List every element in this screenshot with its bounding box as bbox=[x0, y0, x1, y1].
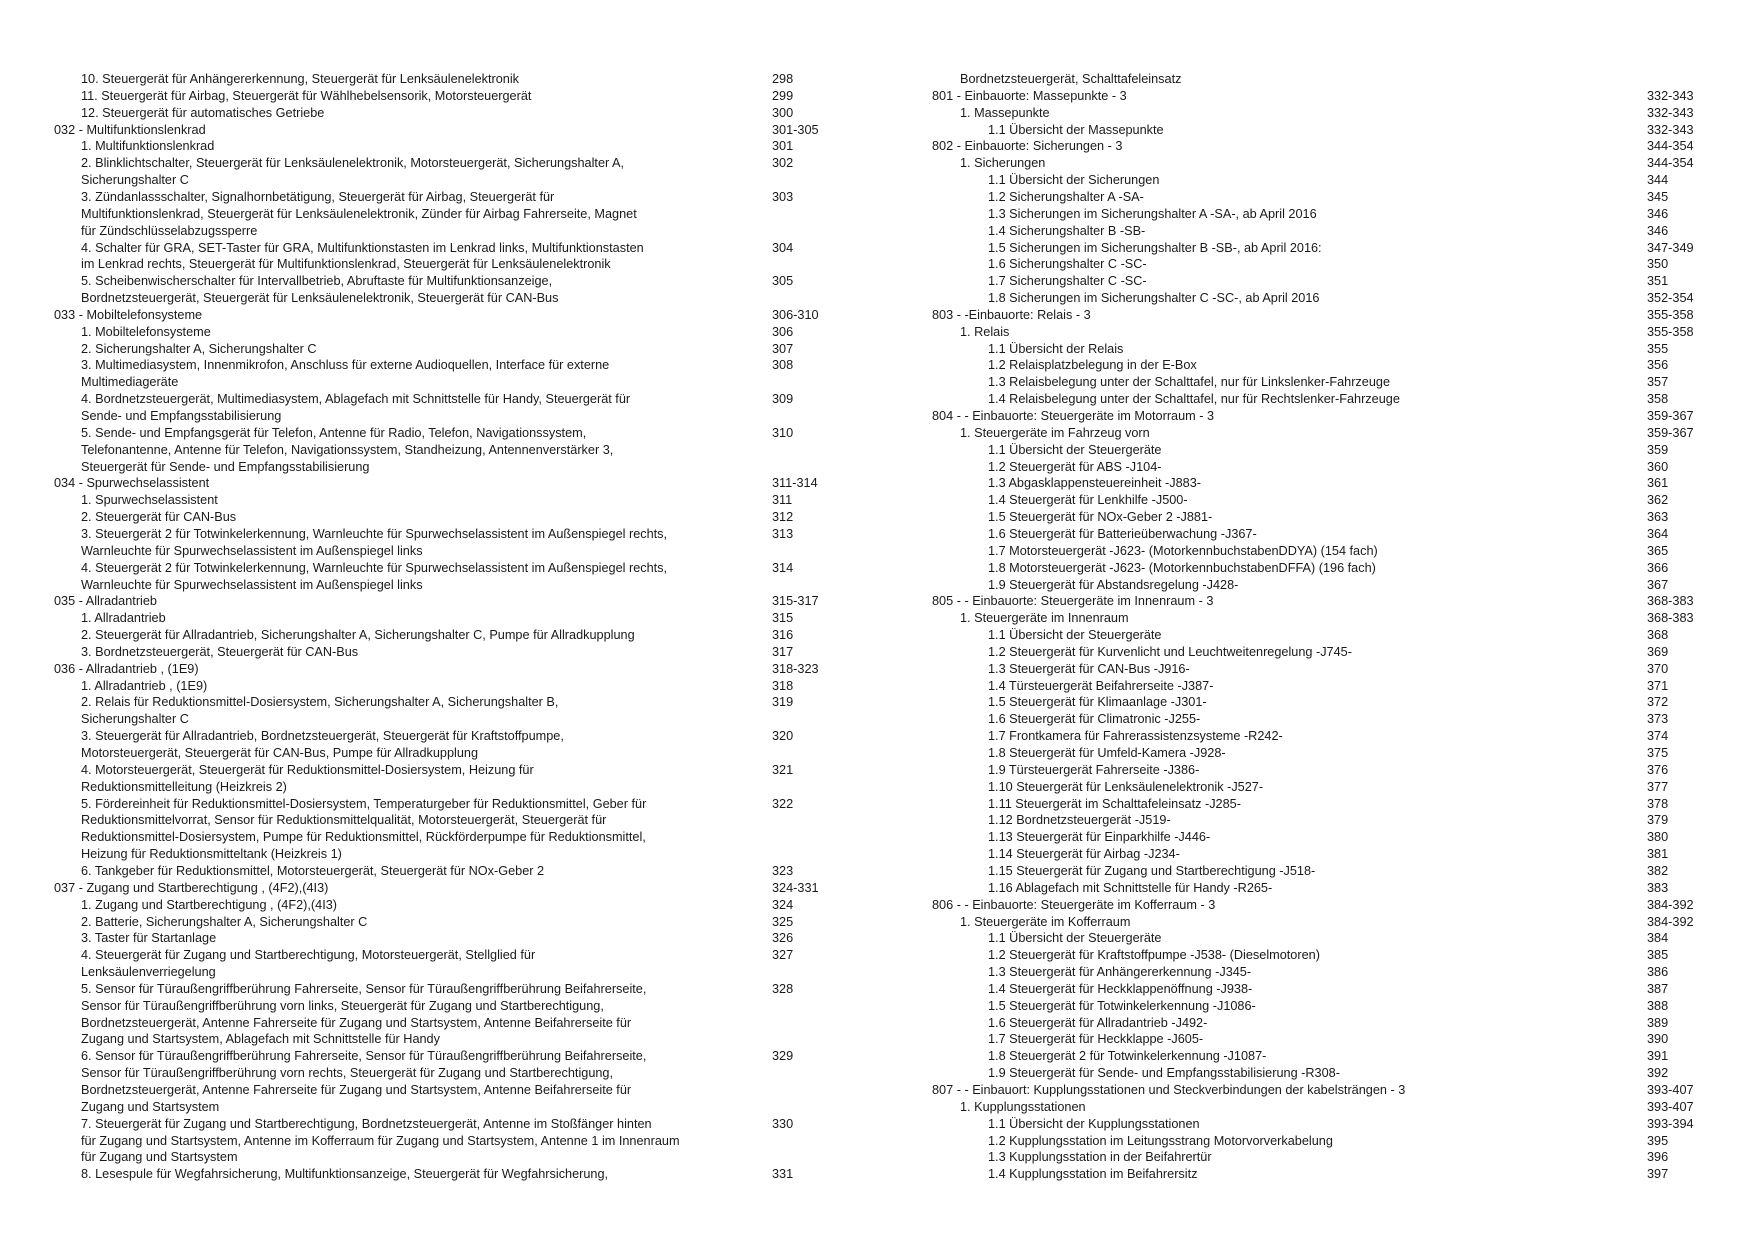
toc-entry-continuation: Multifunktionslenkrad, Steuergerät für Lenksäulenelektronik, Zünder für Airbag Fahrerseite, Magnet bbox=[81, 206, 637, 221]
toc-page-number: 344-354 bbox=[1647, 139, 1694, 154]
toc-page-number: 321 bbox=[772, 762, 794, 777]
toc-entry: 4. Bordnetzsteuergerät, Multimediasystem, Ablagefach mit Schnittstelle für Handy, Steuergerät für bbox=[81, 392, 631, 407]
toc-page-number: 300 bbox=[772, 105, 794, 120]
toc-page-number: 304 bbox=[772, 240, 794, 255]
toc-entry: 1.7 Sicherungshalter C -SC- bbox=[988, 274, 1147, 289]
toc-page-number: 325 bbox=[772, 914, 794, 929]
toc-page-number: 395 bbox=[1647, 1133, 1669, 1148]
toc-entry: 1.4 Türsteuergerät Beifahrerseite -J387- bbox=[988, 678, 1214, 693]
toc-page-number: 324-331 bbox=[772, 880, 819, 895]
toc-entry: 1. Massepunkte bbox=[960, 105, 1050, 120]
toc-page-number: 369 bbox=[1647, 644, 1669, 659]
toc-page-number: 372 bbox=[1647, 695, 1669, 710]
toc-page-number: 309 bbox=[772, 392, 794, 407]
toc-page-number: 347-349 bbox=[1647, 240, 1694, 255]
toc-entry: 4. Schalter für GRA, SET-Taster für GRA, Multifunktionstasten im Lenkrad links, Multifunktionstasten bbox=[81, 240, 644, 255]
toc-page-number: 355-358 bbox=[1647, 324, 1694, 339]
toc-entry: 1. Steuergeräte im Kofferraum bbox=[960, 914, 1131, 929]
toc-entry: 5. Sende- und Empfangsgerät für Telefon, Antenne für Radio, Telefon, Navigationssystem, bbox=[81, 425, 587, 440]
toc-page-number: 311-314 bbox=[772, 476, 818, 491]
toc-page-number: 324 bbox=[772, 897, 794, 912]
toc-page-number: 329 bbox=[772, 1049, 794, 1064]
toc-entry: 2. Steuergerät für Allradantrieb, Sicherungshalter A, Sicherungshalter C, Pumpe für Allradkupplung bbox=[81, 628, 635, 643]
toc-page-number: 346 bbox=[1647, 206, 1669, 221]
toc-page-number: 381 bbox=[1647, 847, 1669, 862]
toc-page-number: 377 bbox=[1647, 779, 1669, 794]
toc-entry: 1.10 Steuergerät für Lenksäulenelektronik -J527- bbox=[988, 779, 1264, 794]
toc-entry: 1.7 Frontkamera für Fahrerassistenzsysteme -R242- bbox=[988, 729, 1283, 744]
toc-page-number: 374 bbox=[1647, 729, 1669, 744]
toc-page-number: 344-354 bbox=[1647, 156, 1694, 171]
toc-entry-continuation: Lenksäulenverriegelung bbox=[81, 965, 216, 980]
toc-section-heading: 804 - - Einbauorte: Steuergeräte im Motorraum - 3 bbox=[932, 409, 1215, 423]
toc-entry: 1.6 Steuergerät für Batterieüberwachung -J367- bbox=[988, 526, 1257, 541]
toc-page-number: 363 bbox=[1647, 510, 1669, 525]
toc-page-number: 364 bbox=[1647, 526, 1669, 541]
toc-entry-continuation: Telefonantenne, Antenne für Telefon, Navigationssystem, Standheizung, Antennenverstärker 3, bbox=[81, 442, 614, 457]
toc-entry: 1.3 Steuergerät für CAN-Bus -J916- bbox=[988, 661, 1190, 676]
toc-entry-continuation: Reduktionsmittel-Dosiersystem, Pumpe für Reduktionsmittel, Rückförderpumpe für Reduktionsmittel, bbox=[81, 830, 646, 845]
toc-entry-continuation: Steuergerät für Sende- und Empfangsstabilisierung bbox=[81, 459, 370, 474]
toc-page-number: 344 bbox=[1647, 173, 1669, 188]
toc-page-number: 362 bbox=[1647, 493, 1669, 508]
toc-entry: 1.11 Steuergerät im Schalttafeleinsatz -J285- bbox=[988, 796, 1241, 811]
toc-page-number: 332-343 bbox=[1647, 122, 1694, 137]
toc-page-number: 384-392 bbox=[1647, 897, 1694, 912]
toc-entry: 7. Steuergerät für Zugang und Startberechtigung, Bordnetzsteuergerät, Antenne im Stoßfänger hinten bbox=[81, 1116, 652, 1131]
toc-entry: 1.3 Steuergerät für Anhängererkennung -J345- bbox=[988, 965, 1252, 980]
toc-page-number: 388 bbox=[1647, 998, 1669, 1013]
toc-entry: 1.6 Steuergerät für Allradantrieb -J492- bbox=[988, 1015, 1208, 1030]
toc-entry: 1. Mobiltelefonsysteme bbox=[81, 324, 211, 339]
toc-entry: 4. Steuergerät 2 für Totwinkelerkennung, Warnleuchte für Spurwechselassistent im Außenspiegel rechts, bbox=[81, 560, 668, 575]
toc-page-number: 373 bbox=[1647, 712, 1669, 727]
toc-entry: 1.14 Steuergerät für Airbag -J234- bbox=[988, 847, 1180, 862]
toc-page-number: 328 bbox=[772, 981, 794, 996]
toc-entry: 1.2 Sicherungshalter A -SA- bbox=[988, 189, 1144, 204]
toc-page-number: 313 bbox=[772, 526, 794, 541]
toc-entry: 1.1 Übersicht der Sicherungen bbox=[988, 173, 1160, 188]
toc-entry: 3. Steuergerät 2 für Totwinkelerkennung, Warnleuchte für Spurwechselassistent im Außenspiegel rechts, bbox=[81, 526, 668, 541]
toc-entry: 2. Batterie, Sicherungshalter A, Sicherungshalter C bbox=[81, 914, 368, 929]
toc-page-number: 312 bbox=[772, 510, 794, 525]
toc-entry-continuation: für Zugang und Startsystem bbox=[81, 1150, 238, 1165]
toc-entry: 1. Allradantrieb bbox=[81, 611, 166, 626]
toc-page-number: 387 bbox=[1647, 981, 1669, 996]
toc-entry: 4. Motorsteuergerät, Steuergerät für Reduktionsmittel-Dosiersystem, Heizung für bbox=[81, 762, 534, 777]
toc-entry: 2. Blinklichtschalter, Steuergerät für Lenksäulenelektronik, Motorsteuergerät, Sicherungshalter A, bbox=[81, 156, 625, 171]
toc-page-number: 396 bbox=[1647, 1150, 1669, 1165]
toc-entry: 1.1 Übersicht der Kupplungsstationen bbox=[988, 1116, 1200, 1131]
toc-entry: 1.3 Kupplungsstation in der Beifahrertür bbox=[988, 1150, 1212, 1165]
toc-page-number: 358 bbox=[1647, 392, 1669, 407]
toc-entry: 1.2 Steuergerät für Kurvenlicht und Leuchtweitenregelung -J745- bbox=[988, 644, 1352, 659]
toc-entry: 1.15 Steuergerät für Zugang und Startberechtigung -J518- bbox=[988, 863, 1316, 878]
toc-page-number: 397 bbox=[1647, 1167, 1669, 1182]
toc-entry: 10. Steuergerät für Anhängererkennung, Steuergerät für Lenksäulenelektronik bbox=[81, 72, 520, 86]
toc-page-number: 302 bbox=[772, 156, 794, 171]
toc-page-number: 350 bbox=[1647, 257, 1669, 272]
toc-page-number: 315-317 bbox=[772, 594, 819, 609]
toc-entry-continuation: Sicherungshalter C bbox=[81, 173, 189, 188]
toc-entry-continuation: Reduktionsmittelleitung (Heizkreis 2) bbox=[81, 779, 287, 794]
toc-page-number: 355 bbox=[1647, 341, 1669, 356]
toc-entry: 1.5 Steuergerät für NOx-Geber 2 -J881- bbox=[988, 510, 1213, 525]
toc-page-number: 370 bbox=[1647, 661, 1669, 676]
toc-page-number: 345 bbox=[1647, 189, 1669, 204]
toc-page-number: 311 bbox=[772, 493, 793, 508]
toc-page-number: 317 bbox=[772, 644, 794, 659]
toc-section-heading: 806 - - Einbauorte: Steuergeräte im Kofferraum - 3 bbox=[932, 897, 1216, 912]
toc-entry: 3. Bordnetzsteuergerät, Steuergerät für CAN-Bus bbox=[81, 644, 359, 659]
toc-entry: 1.9 Türsteuergerät Fahrerseite -J386- bbox=[988, 762, 1200, 777]
toc-entry-continuation: Sensor für Türaußengriffberührung vorn rechts, Steuergerät für Zugang und Startberechtigung, bbox=[81, 1066, 614, 1081]
toc-page-number: 301-305 bbox=[772, 122, 819, 137]
toc-entry: 8. Lesespule für Wegfahrsicherung, Multifunktionsanzeige, Steuergerät für Wegfahrsicherung, bbox=[81, 1167, 609, 1182]
toc-entry: 1. Sicherungen bbox=[960, 156, 1046, 171]
toc-entry-continuation: Reduktionsmittelvorrat, Sensor für Reduktionsmittelqualität, Motorsteuergerät, Steuergerät für bbox=[81, 813, 607, 828]
toc-page-number: 380 bbox=[1647, 830, 1669, 845]
toc-entry: 1. Multifunktionslenkrad bbox=[81, 139, 215, 154]
toc-entry: 1.6 Sicherungshalter C -SC- bbox=[988, 257, 1147, 272]
toc-entry: 1.9 Steuergerät für Sende- und Empfangsstabilisierung -R308- bbox=[988, 1066, 1340, 1081]
toc-page-number: 318 bbox=[772, 678, 794, 693]
toc-page-number: 384 bbox=[1647, 931, 1669, 946]
toc-entry-continuation: Multimediageräte bbox=[81, 375, 179, 390]
toc-page-number: 323 bbox=[772, 863, 794, 878]
toc-entry: 1. Relais bbox=[960, 324, 1010, 339]
toc-entry: 1.5 Steuergerät für Klimaanlage -J301- bbox=[988, 695, 1207, 710]
toc-entry: 1.6 Steuergerät für Climatronic -J255- bbox=[988, 712, 1201, 727]
toc-entry: Bordnetzsteuergerät, Schalttafeleinsatz bbox=[960, 72, 1182, 86]
toc-page-number: 367 bbox=[1647, 577, 1669, 592]
toc-entry: 2. Steuergerät für CAN-Bus bbox=[81, 510, 237, 525]
toc-section-heading: 807 - - Einbauort: Kupplungsstationen und Steckverbindungen der kabelsträngen - 3 bbox=[932, 1083, 1406, 1097]
toc-entry: 1.4 Sicherungshalter B -SB- bbox=[988, 223, 1146, 238]
toc-entry: 12. Steuergerät für automatisches Getriebe bbox=[81, 105, 325, 120]
toc-entry-continuation: für Zugang und Startsystem, Antenne im Kofferraum für Zugang und Startsystem, Antenne 1 im Innenraum bbox=[81, 1133, 680, 1148]
toc-page-number: 303 bbox=[772, 189, 794, 204]
toc-page-number: 319 bbox=[772, 695, 794, 710]
toc-page-number: 301 bbox=[772, 139, 794, 154]
toc-entry: 6. Tankgeber für Reduktionsmittel, Motorsteuergerät, Steuergerät für NOx-Geber 2 bbox=[81, 863, 545, 878]
toc-entry: 1.4 Steuergerät für Heckklappenöffnung -J938- bbox=[988, 981, 1253, 996]
toc-page-number: 326 bbox=[772, 931, 794, 946]
toc-section-heading: 802 - Einbauorte: Sicherungen - 3 bbox=[932, 139, 1123, 154]
toc-page-number: 346 bbox=[1647, 223, 1669, 238]
toc-page-number: 322 bbox=[772, 796, 794, 811]
toc-page-number: 357 bbox=[1647, 375, 1669, 390]
toc-entry: 1.13 Steuergerät für Einparkhilfe -J446- bbox=[988, 830, 1211, 845]
toc-entry: 1.3 Abgasklappensteuereinheit -J883- bbox=[988, 476, 1202, 491]
toc-entry: 1.4 Kupplungsstation im Beifahrersitz bbox=[988, 1167, 1198, 1182]
toc-entry-continuation: Motorsteuergerät, Steuergerät für CAN-Bus, Pumpe für Allradkupplung bbox=[81, 746, 479, 760]
toc-page-number: 389 bbox=[1647, 1015, 1669, 1030]
toc-entry: 1.8 Steuergerät 2 für Totwinkelerkennung -J1087- bbox=[988, 1049, 1267, 1064]
toc-entry: 1.4 Steuergerät für Lenkhilfe -J500- bbox=[988, 493, 1188, 508]
toc-entry: 5. Scheibenwischerschalter für Intervallbetrieb, Abruftaste für Multifunktionsanzeige, bbox=[81, 274, 553, 289]
toc-entry: 6. Sensor für Türaußengriffberührung Fahrerseite, Sensor für Türaußengriffberührung Beifahrerseite, bbox=[81, 1049, 647, 1064]
toc-page-number: 299 bbox=[772, 88, 794, 103]
toc-entry-continuation: Sensor für Türaußengriffberührung vorn links, Steuergerät für Zugang und Startberechtigung, bbox=[81, 998, 604, 1013]
toc-page-number: 361 bbox=[1647, 476, 1669, 491]
toc-page-number: 366 bbox=[1647, 560, 1669, 575]
toc-page-number: 393-407 bbox=[1647, 1099, 1694, 1114]
toc-entry: 3. Zündanlassschalter, Signalhornbetätigung, Steuergerät für Airbag, Steuergerät für bbox=[81, 189, 555, 204]
toc-entry: 1.8 Sicherungen im Sicherungshalter C -SC-, ab April 2016 bbox=[988, 291, 1320, 306]
toc-page-number: 314 bbox=[772, 560, 794, 575]
toc-entry-continuation: Zugang und Startsystem bbox=[81, 1099, 220, 1114]
toc-page-number: 332-343 bbox=[1647, 105, 1694, 120]
toc-entry: 1. Allradantrieb , (1E9) bbox=[81, 678, 208, 693]
toc-entry: 1. Kupplungsstationen bbox=[960, 1099, 1086, 1114]
toc-page-number: 378 bbox=[1647, 796, 1669, 811]
toc-entry: 11. Steuergerät für Airbag, Steuergerät für Wählhebelsensorik, Motorsteuergerät bbox=[81, 88, 532, 103]
toc-page-number: 371 bbox=[1647, 678, 1669, 693]
toc-section-heading: 036 - Allradantrieb , (1E9) bbox=[54, 661, 199, 676]
toc-section-heading: 803 - -Einbauorte: Relais - 3 bbox=[932, 307, 1091, 322]
toc-page-number: 315 bbox=[772, 611, 794, 626]
toc-page-number: 376 bbox=[1647, 762, 1669, 777]
toc-page-number: 308 bbox=[772, 358, 794, 373]
toc-page-number: 307 bbox=[772, 341, 794, 356]
toc-page-number: 359-367 bbox=[1647, 425, 1694, 440]
toc-section-heading: 037 - Zugang und Startberechtigung , (4F2),(4I3) bbox=[54, 880, 329, 895]
toc-page-number: 316 bbox=[772, 628, 794, 643]
toc-entry: 1.12 Bordnetzsteuergerät -J519- bbox=[988, 813, 1171, 828]
toc-entry-continuation: im Lenkrad rechts, Steuergerät für Multifunktionslenkrad, Steuergerät für Lenksäulenelektronik bbox=[81, 257, 611, 272]
toc-page-number: 392 bbox=[1647, 1066, 1669, 1081]
toc-page-number: 320 bbox=[772, 729, 794, 744]
toc-entry: 1.16 Ablagefach mit Schnittstelle für Handy -R265- bbox=[988, 880, 1273, 895]
toc-page-number: 379 bbox=[1647, 813, 1669, 828]
toc-page-number: 382 bbox=[1647, 863, 1669, 878]
toc-page-number: 384-392 bbox=[1647, 914, 1694, 929]
toc-page-number: 359-367 bbox=[1647, 409, 1694, 423]
toc-page-number: 368-383 bbox=[1647, 611, 1694, 626]
toc-entry-continuation: Bordnetzsteuergerät, Antenne Fahrerseite für Zugang und Startsystem, Antenne Beifahrerseite für bbox=[81, 1083, 632, 1097]
toc-page-number: 305 bbox=[772, 274, 794, 289]
toc-page-number: 386 bbox=[1647, 965, 1669, 980]
toc-entry: 1.1 Übersicht der Massepunkte bbox=[988, 122, 1164, 137]
toc-entry: 1.5 Sicherungen im Sicherungshalter B -SB-, ab April 2016: bbox=[988, 240, 1322, 255]
toc-entry: 1.7 Motorsteuergerät -J623- (MotorkennbuchstabenDDYA) (154 fach) bbox=[988, 543, 1378, 558]
toc-entry: 1. Spurwechselassistent bbox=[81, 493, 218, 508]
toc-entry: 1.3 Relaisbelegung unter der Schalttafel, nur für Linkslenker-Fahrzeuge bbox=[988, 375, 1391, 390]
toc-entry: 2. Sicherungshalter A, Sicherungshalter C bbox=[81, 341, 317, 356]
toc-page-number: 375 bbox=[1647, 746, 1669, 760]
toc-entry-continuation: Bordnetzsteuergerät, Antenne Fahrerseite für Zugang und Startsystem, Antenne Beifahrerseite für bbox=[81, 1015, 632, 1030]
toc-entry: 1.1 Übersicht der Steuergeräte bbox=[988, 442, 1162, 457]
toc-page-number: 385 bbox=[1647, 948, 1669, 963]
toc-entry-continuation: Heizung für Reduktionsmitteltank (Heizkreis 1) bbox=[81, 847, 342, 862]
toc-section-heading: 032 - Multifunktionslenkrad bbox=[54, 122, 206, 137]
toc-entry: 1.1 Übersicht der Relais bbox=[988, 341, 1124, 356]
toc-entry: 5. Fördereinheit für Reduktionsmittel-Dosiersystem, Temperaturgeber für Reduktionsmittel, Geber für bbox=[81, 796, 647, 811]
toc-entry: 1.8 Motorsteuergerät -J623- (MotorkennbuchstabenDFFA) (196 fach) bbox=[988, 560, 1376, 575]
toc-entry: 1.9 Steuergerät für Abstandsregelung -J428- bbox=[988, 577, 1239, 592]
toc-entry: 3. Multimediasystem, Innenmikrofon, Anschluss für externe Audioquellen, Interface für externe bbox=[81, 358, 610, 373]
toc-page-number: 365 bbox=[1647, 543, 1669, 558]
toc-page-number: 393-394 bbox=[1647, 1116, 1694, 1131]
toc-entry: 3. Taster für Startanlage bbox=[81, 931, 217, 946]
toc-entry: 4. Steuergerät für Zugang und Startberechtigung, Motorsteuergerät, Stellglied für bbox=[81, 948, 536, 963]
toc-page-number: 368-383 bbox=[1647, 594, 1694, 609]
toc-entry-continuation: Warnleuchte für Spurwechselassistent im Außenspiegel links bbox=[81, 543, 423, 558]
toc-entry: 1.3 Sicherungen im Sicherungshalter A -SA-, ab April 2016 bbox=[988, 206, 1317, 221]
toc-entry: 2. Relais für Reduktionsmittel-Dosiersystem, Sicherungshalter A, Sicherungshalter B, bbox=[81, 695, 559, 710]
toc-page-number: 332-343 bbox=[1647, 88, 1694, 103]
toc-entry: 1.2 Steuergerät für Kraftstoffpumpe -J538- (Dieselmotoren) bbox=[988, 948, 1320, 963]
toc-section-heading: 801 - Einbauorte: Massepunkte - 3 bbox=[932, 88, 1127, 103]
toc-entry-continuation: für Zündschlüsselabzugssperre bbox=[81, 223, 258, 238]
toc-entry-continuation: Zugang und Startsystem, Ablagefach mit Schnittstelle für Handy bbox=[81, 1032, 440, 1047]
toc-page-number: 318-323 bbox=[772, 661, 819, 676]
toc-entry: 1.2 Kupplungsstation im Leitungsstrang Motorvorverkabelung bbox=[988, 1133, 1333, 1148]
toc-entry: 1.2 Relaisplatzbelegung in der E-Box bbox=[988, 358, 1197, 373]
toc-page-number: 383 bbox=[1647, 880, 1669, 895]
toc-entry: 1. Zugang und Startberechtigung , (4F2),(4I3) bbox=[81, 897, 338, 912]
toc-page-number: 391 bbox=[1647, 1049, 1669, 1064]
toc-entry: 1.1 Übersicht der Steuergeräte bbox=[988, 628, 1162, 643]
toc-page-number: 331 bbox=[772, 1167, 794, 1182]
toc-entry: 1.8 Steuergerät für Umfeld-Kamera -J928- bbox=[988, 746, 1226, 760]
toc-page-number: 327 bbox=[772, 948, 794, 963]
toc-page-number: 393-407 bbox=[1647, 1083, 1694, 1097]
toc-page-number: 351 bbox=[1647, 274, 1669, 289]
toc-entry: 1.7 Steuergerät für Heckklappe -J605- bbox=[988, 1032, 1204, 1047]
toc-entry: 5. Sensor für Türaußengriffberührung Fahrerseite, Sensor für Türaußengriffberührung Beifahrerseite, bbox=[81, 981, 647, 996]
toc-entry: 1.2 Steuergerät für ABS -J104- bbox=[988, 459, 1162, 474]
toc-entry-continuation: Sicherungshalter C bbox=[81, 712, 189, 727]
toc-entry: 1.1 Übersicht der Steuergeräte bbox=[988, 931, 1162, 946]
toc-entry: 1.4 Relaisbelegung unter der Schalttafel, nur für Rechtslenker-Fahrzeuge bbox=[988, 392, 1400, 407]
toc-page-number: 298 bbox=[772, 72, 794, 86]
toc-page-number: 306 bbox=[772, 324, 794, 339]
toc-page-number: 330 bbox=[772, 1116, 794, 1131]
toc-entry: 1. Steuergeräte im Innenraum bbox=[960, 611, 1129, 626]
toc-section-heading: 035 - Allradantrieb bbox=[54, 594, 157, 609]
toc-page-number: 359 bbox=[1647, 442, 1669, 457]
toc-page-number: 352-354 bbox=[1647, 291, 1694, 306]
toc-page-number: 310 bbox=[772, 425, 794, 440]
toc-entry: 1.5 Steuergerät für Totwinkelerkennung -J1086- bbox=[988, 998, 1256, 1013]
toc-section-heading: 033 - Mobiltelefonsysteme bbox=[54, 307, 203, 322]
toc-page-number: 390 bbox=[1647, 1032, 1669, 1047]
toc-entry-continuation: Sende- und Empfangsstabilisierung bbox=[81, 409, 282, 423]
toc-page-number: 356 bbox=[1647, 358, 1669, 373]
toc-page-number: 368 bbox=[1647, 628, 1669, 643]
toc-entry-continuation: Bordnetzsteuergerät, Steuergerät für Lenksäulenelektronik, Steuergerät für CAN-Bus bbox=[81, 291, 559, 306]
toc-page-number: 355-358 bbox=[1647, 307, 1694, 322]
toc-entry: 3. Steuergerät für Allradantrieb, Bordnetzsteuergerät, Steuergerät für Kraftstoffpumpe, bbox=[81, 729, 564, 744]
toc-section-heading: 805 - - Einbauorte: Steuergeräte im Innenraum - 3 bbox=[932, 594, 1214, 609]
toc-page-number: 306-310 bbox=[772, 307, 819, 322]
toc-page-number: 360 bbox=[1647, 459, 1669, 474]
toc-entry-continuation: Warnleuchte für Spurwechselassistent im Außenspiegel links bbox=[81, 577, 423, 592]
toc-section-heading: 034 - Spurwechselassistent bbox=[54, 476, 210, 491]
toc-entry: 1. Steuergeräte im Fahrzeug vorn bbox=[960, 425, 1150, 440]
